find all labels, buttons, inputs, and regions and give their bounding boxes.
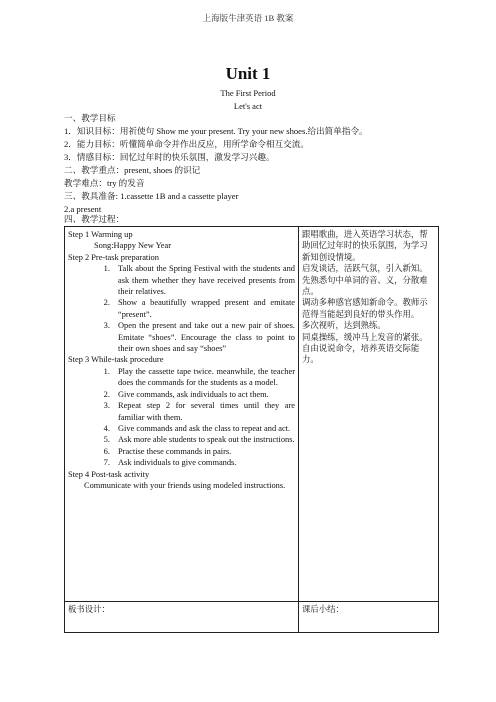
step-4-heading: Step 4 Post-task activity (68, 469, 150, 479)
note-item: 调动多种感官感知新命令。教师示范得当能起到良好的带头作用。 (302, 298, 428, 319)
list-item: 3. Open the present and take out a new pair of shoes. Emitate “shoes”. Encourage the class to point to their own shoes and say “shoes” (112, 320, 295, 354)
process-cell (65, 227, 299, 602)
step-2-heading: Step 2 Pre-task preparation (68, 252, 159, 262)
emotion-objective: 3．情感目标：回忆过年时的快乐氛围，激发学习兴趣。 (64, 152, 275, 162)
knowledge-objective: 1．知识目标：用祈使句 Show me your present. Try your new shoes.给出简单指令。 (64, 126, 368, 136)
difficult-point: 教学难点：try 的发音 (64, 178, 145, 188)
list-item: 3. Repeat step 2 for several times until they are familiar with them. (112, 400, 295, 423)
lesson-process-table (64, 226, 439, 633)
note-item: 跟唱歌曲，进入英语学习状态，帮助回忆过年时的快乐氛围，为学习新知创设情境。 (302, 230, 428, 262)
step-2-list (68, 263, 295, 354)
materials-line-2: 2.a present (64, 204, 102, 214)
lesson-subtitle: Let's act (233, 101, 263, 111)
key-point: 二、教学重点：present, shoes 的识记 (64, 165, 201, 175)
step-3-list (68, 366, 295, 469)
note-item: 启发谈话，活跃气氛，引入新知。 (302, 264, 428, 274)
note-item: 多次视听，达到熟练。 (302, 321, 386, 331)
section-objectives-heading: 一、教学目标 (64, 113, 116, 123)
note-item: 先熟悉句中单词的音、义，分散难点。 (302, 275, 428, 297)
footer-row (65, 602, 439, 633)
step-1-song: Song:Happy New Year (94, 241, 171, 251)
process-heading: 四、教学过程： (64, 214, 125, 224)
list-item: 4. Give commands and ask the class to repeat and act. (112, 423, 295, 434)
note-item: 同桌操练，缓冲马上发音的紧张。 (302, 332, 428, 342)
list-item: 1. Talk about the Spring Festival with the students and ask them whether they have received presents from their relatives. (112, 263, 295, 297)
step-1-heading: Step 1 Warming up (68, 230, 133, 239)
board-design-cell: 板书设计： (65, 602, 299, 633)
summary-cell: 课后小结： (299, 602, 439, 633)
list-item: 2. Show a beautifully wrapped present and emitate “present”. (112, 297, 295, 320)
period-subtitle: The First Period (220, 88, 276, 98)
list-item: 7. Ask individuals to give commands. (112, 457, 295, 468)
notes-cell (299, 227, 439, 602)
materials-line-1: 三、教具准备: 1.cassette 1B and a cassette player (64, 191, 239, 201)
step-3-heading: Step 3 While-task procedure (68, 355, 164, 365)
page-header: 上海版牛津英语 1B 教案 (202, 13, 294, 23)
list-item: 2. Give commands, ask individuals to act them. (112, 389, 295, 400)
unit-title: Unit 1 (225, 64, 271, 83)
note-item: 自由说说命令，培养英语交际能力。 (302, 344, 420, 365)
list-item: 1. Play the cassette tape twice. meanwhile, the teacher does the commands for the students as a model. (112, 366, 295, 389)
process-row (65, 227, 439, 602)
step-4-text: Communicate with your friends using modeled instructions. (84, 480, 286, 490)
list-item: 5. Ask more able students to speak out the instructions. (112, 434, 295, 445)
list-item: 6. Practise these commands in pairs. (112, 446, 295, 457)
ability-objective: 2．能力目标：听懂简单命令并作出反应，用所学命令相互交流。 (64, 139, 309, 149)
